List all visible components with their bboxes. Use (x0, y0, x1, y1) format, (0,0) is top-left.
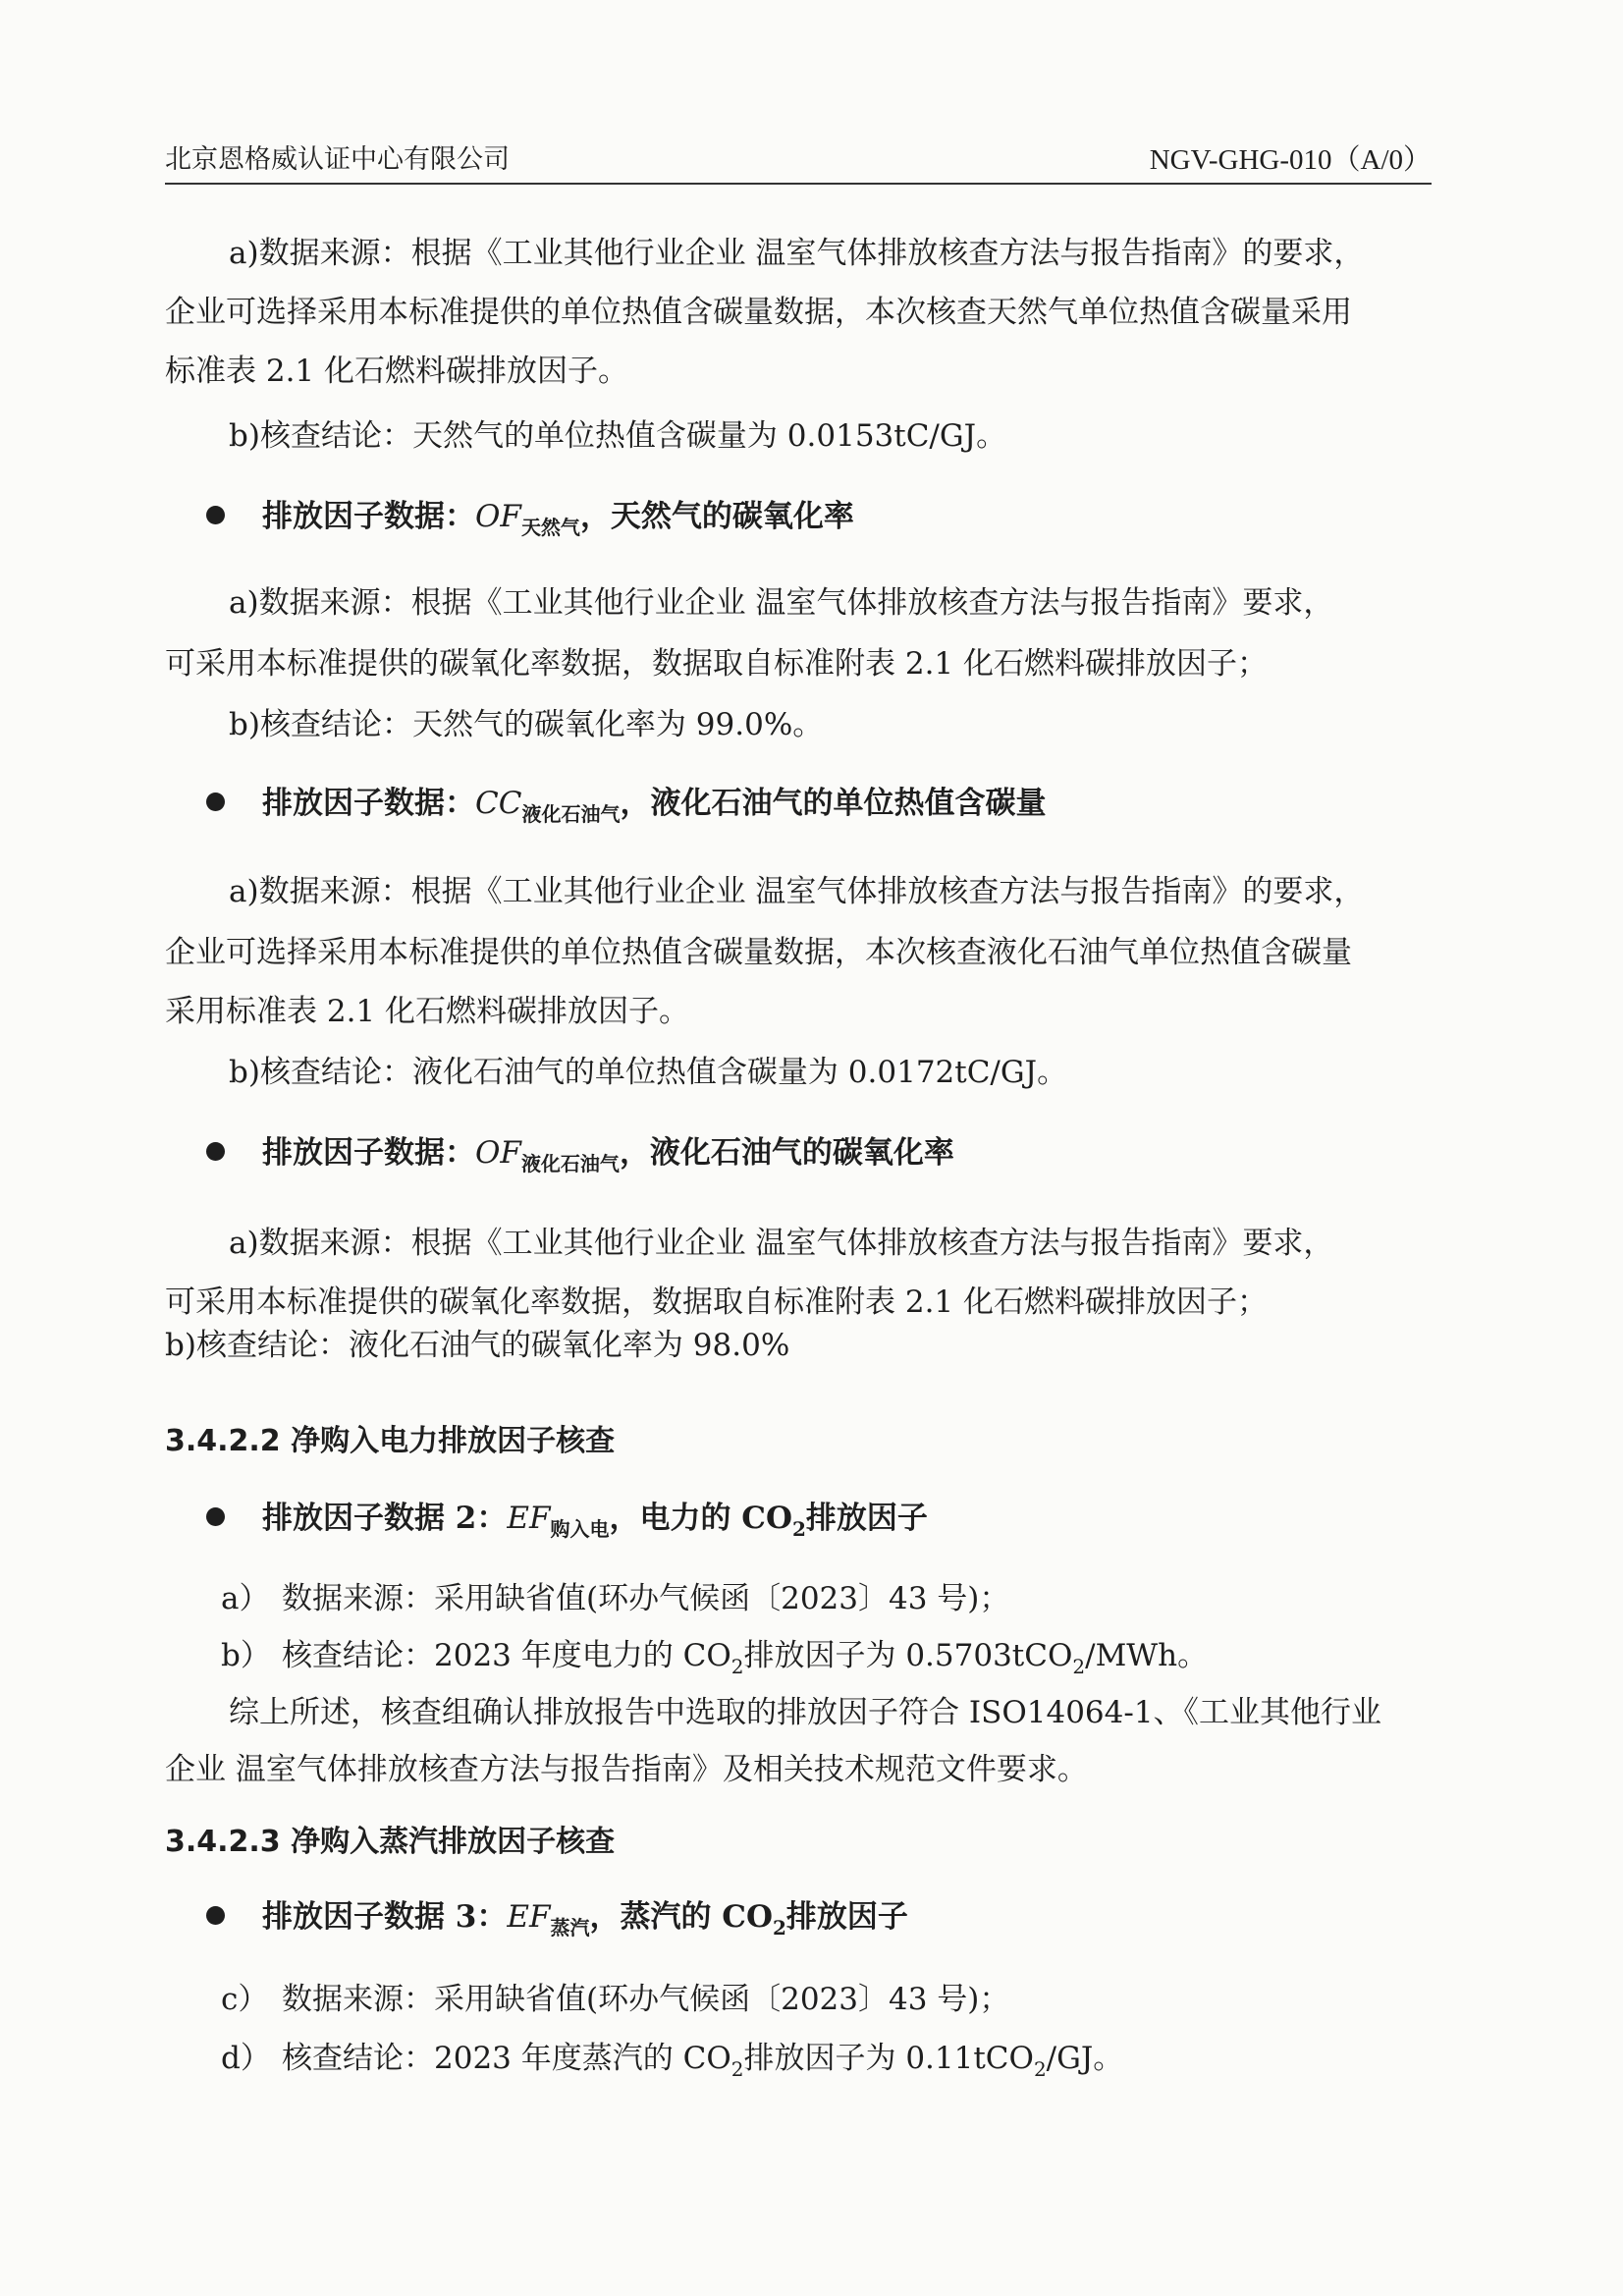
list-text: 核查结论：2023 年度蒸汽的 CO (282, 2041, 731, 2076)
list-text: /GJ。 (1046, 2041, 1124, 2076)
bullet-suffix: ，电力的 CO (609, 1501, 792, 1536)
list-text: 数据来源：采用缺省值(环办气候函〔2023〕43 号)； (282, 1581, 1010, 1616)
company-name: 北京恩格威认证中心有限公司 (165, 144, 510, 175)
bullet-prefix: 排放因子数据 3： (262, 1899, 508, 1935)
bullet-dot (206, 1507, 225, 1526)
bullet-dot (206, 1906, 225, 1925)
list-marker: a） (221, 1581, 270, 1616)
symbol: CC (475, 786, 522, 821)
bullet-suffix: ，天然气的碳氧化率 (579, 499, 854, 534)
symbol: OF (475, 1135, 521, 1171)
list-marker: b） (221, 1638, 271, 1673)
bullet-prefix: 排放因子数据： (262, 499, 475, 534)
bullet-dot (206, 793, 225, 811)
list-item (221, 1636, 1208, 1686)
conclusion-line: b)核查结论：液化石油气的碳氧化率为 98.0% (165, 1328, 790, 1363)
header-rule (165, 183, 1432, 185)
page-header (165, 137, 1432, 177)
list-text: 核查结论：2023 年度电力的 CO (282, 1638, 731, 1673)
bullet-suffix: 排放因子 (785, 1899, 908, 1935)
bullet-suffix: ，液化石油气的碳氧化率 (619, 1135, 954, 1171)
co2-subscript: 2 (1072, 1655, 1086, 1678)
bullet-dot (206, 1142, 225, 1161)
bullet-suffix: 排放因子 (805, 1501, 928, 1536)
co2-subscript: 2 (730, 2057, 744, 2081)
paragraph-line: a)数据来源：根据《工业其他行业企业 温室气体排放核查方法与报告指南》要求， (229, 585, 1334, 621)
bullet-dot (206, 506, 225, 524)
list-marker: c） (221, 1982, 269, 2017)
paragraph-line: 企业可选择采用本标准提供的单位热值含碳量数据，本次核查液化石油气单位热值含碳量 (165, 935, 1352, 970)
bullet-item (206, 784, 1046, 834)
list-item (221, 1579, 1009, 1618)
paragraph-line: 可采用本标准提供的碳氧化率数据，数据取自标准附表 2.1 化石燃料碳排放因子； (165, 1285, 1269, 1320)
co2-subscript: 2 (792, 1517, 806, 1541)
bullet-item (206, 1499, 928, 1549)
list-text: /MWh。 (1085, 1638, 1209, 1673)
conclusion-line: b)核查结论：天然气的碳氧化率为 99.0%。 (229, 707, 824, 742)
list-text: 排放因子为 0.11tCO (743, 2041, 1034, 2076)
paragraph-line: 采用标准表 2.1 化石燃料碳排放因子。 (165, 994, 690, 1029)
conclusion-line: b)核查结论：液化石油气的单位热值含碳量为 0.0172tC/GJ。 (229, 1055, 1068, 1090)
symbol: EF (507, 1501, 551, 1536)
co2-subscript: 2 (730, 1655, 744, 1678)
co2-subscript: 2 (773, 1916, 786, 1940)
co2-subscript: 2 (1033, 2057, 1047, 2081)
bullet-prefix: 排放因子数据 2： (262, 1501, 508, 1536)
symbol-subscript: 液化石油气 (521, 802, 621, 826)
symbol-subscript: 蒸汽 (550, 1916, 590, 1940)
list-marker: d） (221, 2041, 271, 2076)
paragraph-line: 企业 温室气体排放核查方法与报告指南》及相关技术规范文件要求。 (165, 1752, 1088, 1787)
list-text: 数据来源：采用缺省值(环办气候函〔2023〕43 号)； (282, 1982, 1010, 2017)
bullet-prefix: 排放因子数据： (262, 1135, 475, 1171)
bullet-item (206, 1897, 908, 1947)
list-item (221, 1980, 1009, 2019)
bullet-prefix: 排放因子数据： (262, 786, 475, 821)
list-item (221, 2039, 1123, 2089)
paragraph-line: a)数据来源：根据《工业其他行业企业 温室气体排放核查方法与报告指南》的要求， (229, 236, 1365, 271)
bullet-item (206, 1133, 954, 1183)
section-heading: 3.4.2.3 净购入蒸汽排放因子核查 (165, 1825, 616, 1859)
section-heading: 3.4.2.2 净购入电力排放因子核查 (165, 1424, 616, 1458)
paragraph-line: a)数据来源：根据《工业其他行业企业 温室气体排放核查方法与报告指南》要求， (229, 1226, 1334, 1261)
symbol-subscript: 液化石油气 (520, 1152, 620, 1175)
symbol: OF (475, 499, 521, 534)
paragraph-line: 标准表 2.1 化石燃料碳排放因子。 (165, 354, 629, 389)
bullet-suffix: ，蒸汽的 CO (589, 1899, 773, 1935)
paragraph-line: 企业可选择采用本标准提供的单位热值含碳量数据，本次核查天然气单位热值含碳量采用 (165, 295, 1352, 330)
paragraph-line: a)数据来源：根据《工业其他行业企业 温室气体排放核查方法与报告指南》的要求， (229, 874, 1365, 909)
paragraph-line: 可采用本标准提供的碳氧化率数据，数据取自标准附表 2.1 化石燃料碳排放因子； (165, 646, 1269, 682)
list-text: 排放因子为 0.5703tCO (743, 1638, 1073, 1673)
bullet-item (206, 497, 854, 547)
bullet-suffix: ，液化石油气的单位热值含碳量 (620, 786, 1047, 821)
document-number: NGV-GHG-010（A/0） (1149, 144, 1432, 176)
conclusion-line: b)核查结论：天然气的单位热值含碳量为 0.0153tC/GJ。 (229, 418, 1007, 454)
symbol: EF (507, 1899, 551, 1935)
paragraph-line: 综上所述，核查组确认排放报告中选取的排放因子符合 ISO14064-1、《工业其他行业 (229, 1695, 1382, 1730)
symbol-subscript: 天然气 (520, 516, 580, 539)
symbol-subscript: 购入电 (550, 1517, 610, 1541)
